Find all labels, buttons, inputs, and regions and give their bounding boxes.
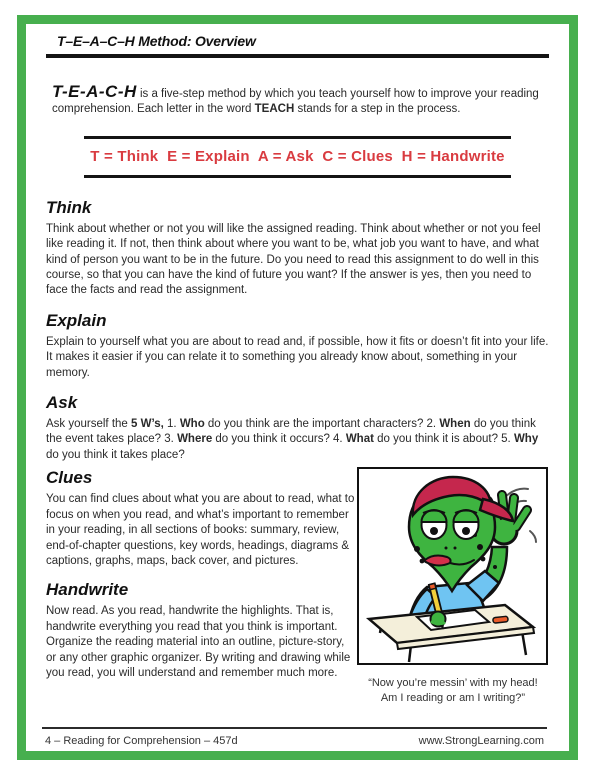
section-clues-heading: Clues <box>46 468 93 488</box>
figure-caption-line1: “Now you’re messin’ with my head! <box>368 677 538 690</box>
section-clues <box>46 467 355 569</box>
title-rule <box>46 54 549 58</box>
section-clues-paragraph: You can find clues about what you are about to read, what to focus on when you read, and what’s important to remember in your reading, in all sections of books: summary, review, end-of-chapter questions, key words, headings, diagrams & captions, graphs, maps, back cover, and pictures. <box>46 493 355 567</box>
footer <box>42 727 547 747</box>
teach-banner: T = Think E = Explain A = Ask C = Clues H = Handwrite <box>84 136 511 178</box>
page-title: T–E–A–C–H Method: Overview <box>57 33 256 49</box>
figure-box <box>357 467 548 665</box>
page-content <box>26 24 569 751</box>
section-ask <box>46 392 549 463</box>
section-explain-heading: Explain <box>46 310 107 330</box>
eraser <box>493 616 508 623</box>
page-frame <box>17 15 578 760</box>
right-column <box>357 467 549 705</box>
frog-illustration <box>359 469 546 663</box>
intro-text: is a five-step method by which you teach yourself how to improve your reading comprehension. Each letter in the word TEACH stands for a step in the process. <box>52 88 539 116</box>
two-column-area <box>46 467 549 705</box>
figure-caption-line2: Am I reading or am I writing?” <box>380 691 526 704</box>
section-handwrite-heading: Handwrite <box>46 580 129 600</box>
section-think-paragraph: Think about whether or not you will like the assigned reading. Think about whether or not you feel like reading it. If not, then think about where you want to be, what job you want to have, and what kind of person you want to be in the future. Do you need to read this assignment to do well in this course, so that you can have the kind of future you want? If the answer is yes, then you need to face the facts and read the assignment. <box>46 222 541 297</box>
section-explain <box>46 310 549 381</box>
section-handwrite-paragraph: Now read. As you read, handwrite the highlights. That is, handwrite everything you read that you think is important. Organize the reading material into an outline, picture-story, or any other graphic organizer. By writing and drawing while you read, you will understand and remember much more. <box>46 605 351 679</box>
footer-website-label: www.StrongLearning.com <box>418 735 544 747</box>
figure-caption <box>357 676 549 705</box>
left-column <box>46 467 355 705</box>
section-explain-paragraph: Explain to yourself what you are about to read and, if possible, how it fits or doesn’t fit into your life. It makes it easier if you can relate it to something you already know about, something in your memory. <box>46 335 549 379</box>
intro-paragraph <box>52 84 545 118</box>
section-handwrite <box>46 579 355 681</box>
section-think <box>46 197 549 299</box>
section-ask-heading: Ask <box>46 393 78 413</box>
section-think-heading: Think <box>46 197 92 217</box>
section-ask-paragraph: Ask yourself the 5 W’s, 1. Who do you think are the important characters? 2. When do you think the event takes place? 3. Where do you think it occurs? 4. What do you think it is about? 5. Why do you think it takes place? <box>46 418 539 461</box>
intro-lead-teach: T-E-A-C-H <box>52 82 137 101</box>
frog-writing-hand <box>429 611 446 628</box>
footer-left-label: 4 – Reading for Comprehension – 457d <box>45 735 238 747</box>
